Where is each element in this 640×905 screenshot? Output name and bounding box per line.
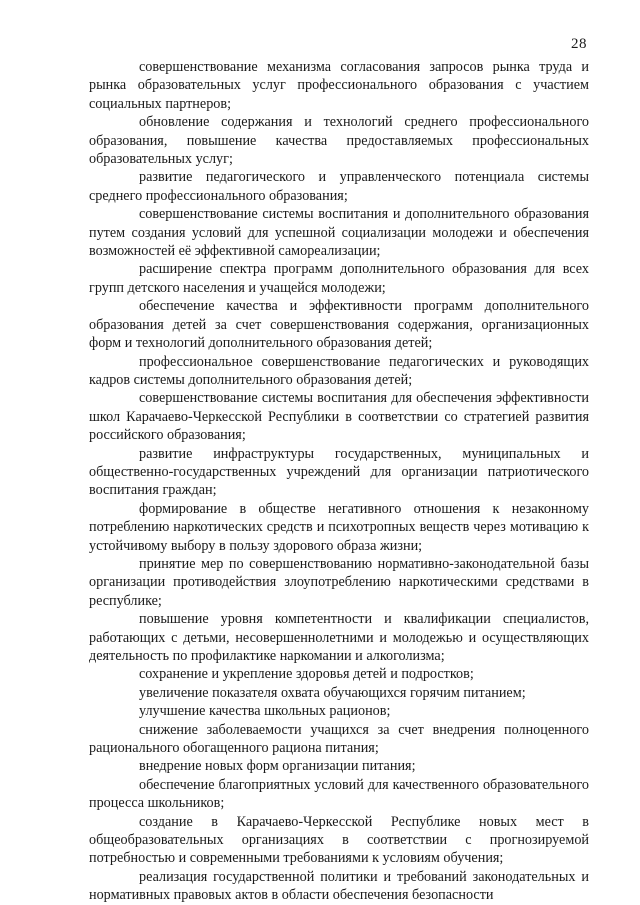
paragraph: расширение спектра программ дополнительного образования для всех групп детского населения и учащейся молодежи; [89, 261, 589, 296]
paragraph: снижение заболеваемости учащихся за счет внедрения полноценного рационального обогащенного рациона питания; [89, 721, 589, 757]
paragraph: сохранение и укрепление здоровья детей и подростков; [139, 666, 474, 683]
paragraph: совершенствование механизма согласования запросов рынка труда и рынка образовательных услуг профессионального образования с участием социальных партнеров; [89, 59, 589, 112]
paragraph: реализация государственной политики и требований законодательных и нормативных правовых актов в области обеспечения безопасности [89, 868, 589, 904]
paragraph: создание в Карачаево-Черкесской Республике новых мест в общеобразовательных организациях в соответствии с прогнозируемой потребностью и современными требованиями к условиям обучения; [89, 813, 589, 867]
paragraph: внедрение новых форм организации питания; [139, 758, 416, 775]
paragraph: улучшение качества школьных рационов; [139, 703, 391, 720]
paragraph: совершенствование системы воспитания и дополнительного образования путем создания условий для успешной социализации молодежи и обеспечения возможностей её эффективной самореализации; [89, 206, 589, 260]
paragraph: профессиональное совершенствование педагогических и руководящих кадров системы дополнительного образования детей; [89, 353, 589, 388]
paragraph: развитие инфраструктуры государственных, муниципальных и общественно-государственных учреждений для организации патриотического воспитания граждан; [89, 445, 589, 499]
paragraph: увеличение показателя охвата обучающихся горячим питанием; [139, 684, 526, 701]
paragraph: обеспечение благоприятных условий для качественного образовательного процесса школьников; [89, 776, 589, 812]
text-body [89, 58, 589, 905]
paragraph: развитие педагогического и управленческого потенциала системы среднего профессионального образования; [89, 169, 589, 204]
paragraph: совершенствование системы воспитания для обеспечения эффективности школ Карачаево-Черкесской Республики в соответствии со стратегией развития российского образования; [89, 390, 589, 444]
paragraph: принятие мер по совершенствованию нормативно-законодательной базы организации противодействия злоупотреблению наркотическими средствами в республике; [89, 555, 589, 609]
page-number: 28 [571, 36, 587, 52]
paragraph: формирование в обществе негативного отношения к незаконному потреблению наркотических средств и психотропных веществ через мотивацию к устойчивому выбору в пользу здорового образа жизни; [89, 500, 589, 554]
paragraph: обновление содержания и технологий среднего профессионального образования, повышение качества предоставляемых профессиональных образовательных услуг; [89, 114, 589, 168]
paragraph: обеспечение качества и эффективности программ дополнительного образования детей за счет совершенствования содержания, организационных форм и технологий дополнительного образования детей; [89, 298, 589, 352]
paragraph: повышение уровня компетентности и квалификации специалистов, работающих с детьми, несовершеннолетними и молодежью и осуществляющих деятельность по профилактике наркомании и алкоголизма; [89, 611, 589, 664]
